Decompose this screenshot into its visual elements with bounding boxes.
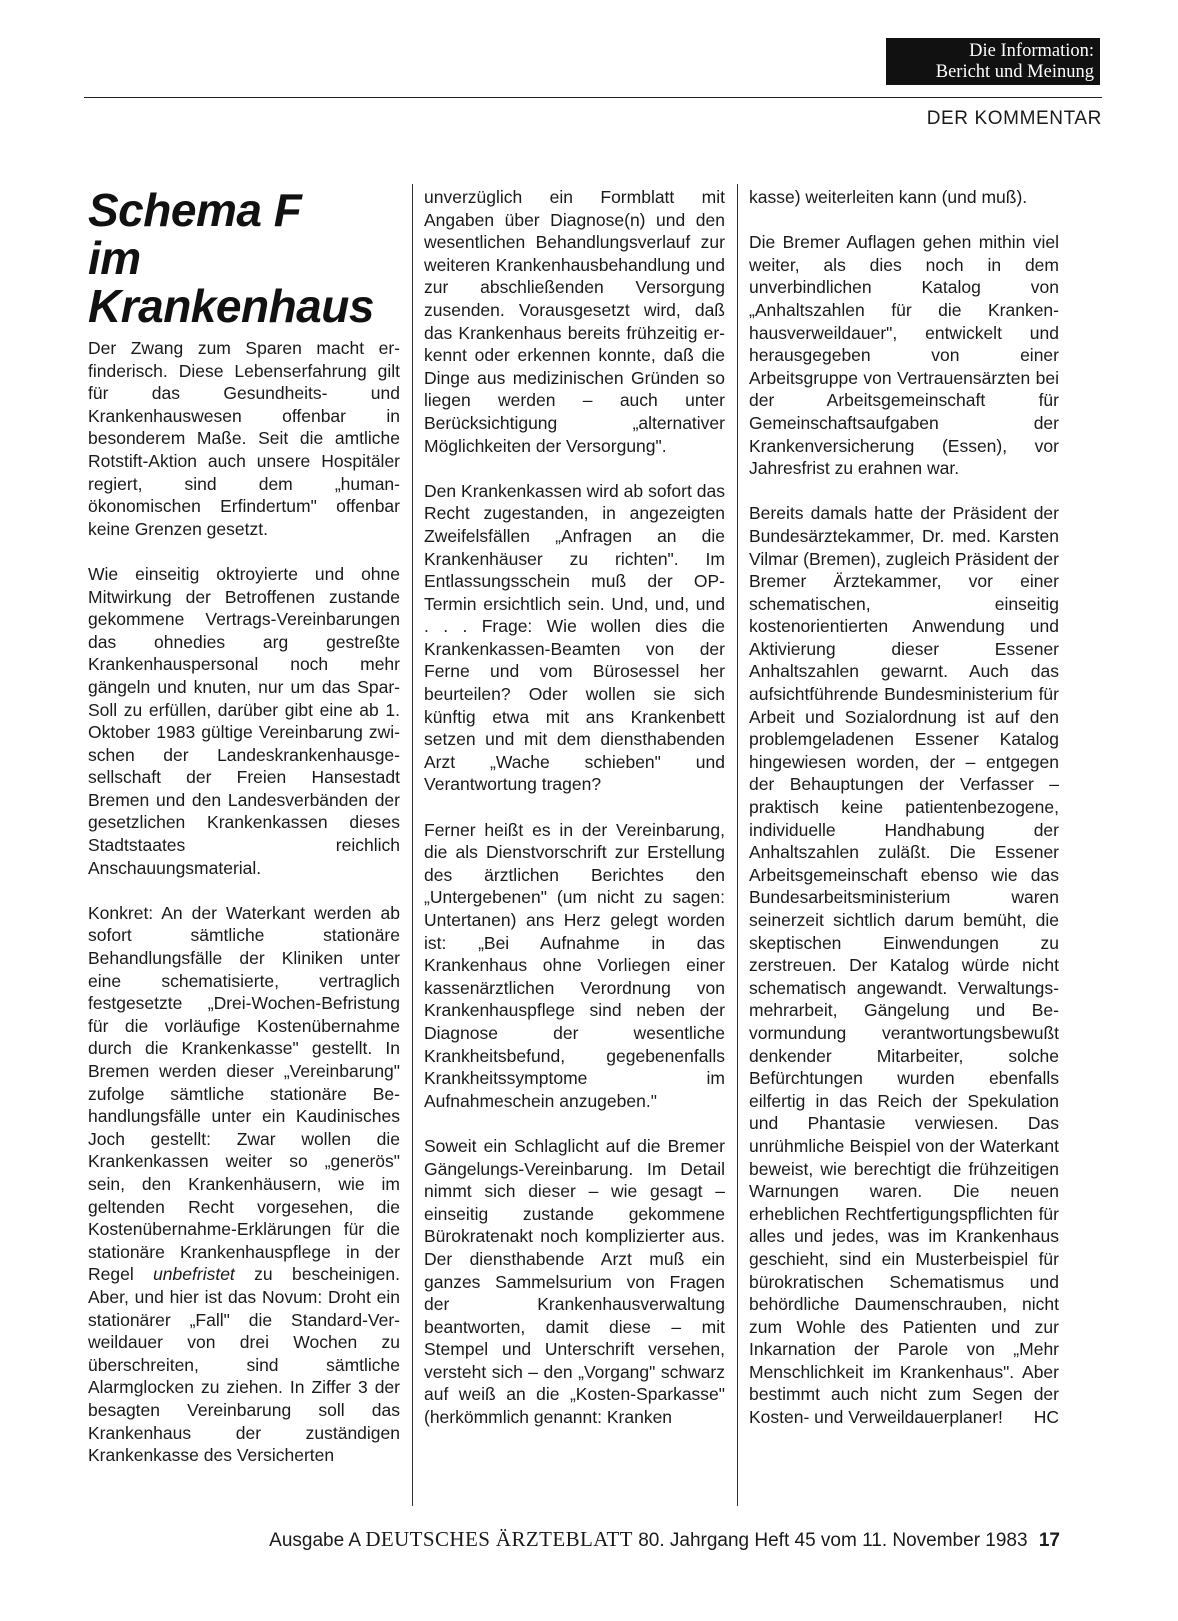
paragraph-text: zu bescheinigen. Aber, und hier ist das Novum: Droht ein stationärer „Fall" die Standard-Verweildauer von drei Wochen zu überschreiten, sind sämtliche Alarmglocken zu ziehen. In Ziffer 3 der besagten Vereinbarung soll das Krankenhaus der zuständigen Krankenkasse des Versicherten: [88, 1264, 400, 1466]
footer-issue: 80. Jahrgang Heft 45 vom 11. November 1983: [638, 1530, 1028, 1551]
emphasis-text: unbefristet: [153, 1264, 235, 1285]
paragraph: Ferner heißt es in der Vereinbarung, die als Dienstvorschrift zur Erstellung des ärztlichen Berichtes den „Untergebenen" (um nicht zu sagen: Untertanen) ans Herz gelegt worden ist: „Bei Aufnahme in das Krankenhaus ohne Vorliegen einer kassenärztlichen Verordnung von Krankenhauspflege sind neben der Diagnose der wesentliche Krankheitsbefund, gegebenenfalls Krankheitssymptome im Aufnahmeschein anzugeben.": [424, 819, 725, 1111]
header-rule: [84, 97, 1102, 98]
section-label: DER KOMMENTAR: [926, 108, 1102, 129]
page-number: 17: [1038, 1530, 1060, 1551]
article-column-3: [749, 186, 1059, 1429]
badge-line-1: Die Information:: [969, 41, 1094, 61]
column-divider: [412, 184, 413, 1506]
footer-journal: DEUTSCHES ÄRZTEBLATT: [365, 1527, 633, 1551]
badge-line-2: Bericht und Meinung: [935, 62, 1094, 82]
title-line-2: im: [88, 232, 141, 284]
article-column-1: [88, 337, 400, 1467]
paragraph: Den Krankenkassen wird ab sofort das Recht zugestanden, in angezeigten Zweifelsfällen „Anfragen an die Krankenhäuser zu richten". Im Entlassungsschein muß der OP-Termin ersichtlich sein. Und, und, und . . . Frage: Wie wollen dies die Krankenkassen-Beamten von der Ferne und vom Bürosessel her beurteilen? Oder wollen sie sich künftig etwa mit ans Krankenbett setzen und mit dem diensthabenden Arzt „Wache schieben" und Verantwortung tragen?: [424, 480, 725, 795]
column-divider: [737, 184, 738, 1506]
author-signature: HC: [1033, 1407, 1059, 1428]
footer-edition: Ausgabe A: [269, 1530, 361, 1551]
paragraph: Die Bremer Auflagen gehen mithin viel weiter, als dies noch in dem unverbindlichen Katalog von „Anhaltszahlen für die Krankenhausverweildauer", entwickelt und herausgegeben von einer Arbeitsgruppe von Vertrauensärzten bei der Arbeitsgemeinschaft für Gemeinschaftsaufgaben der Krankenversicherung (Essen), vor Jahresfrist zu erahnen war.: [749, 232, 1059, 479]
page-footer: [240, 1527, 1060, 1552]
section-badge: [886, 38, 1100, 85]
article-column-2: [424, 186, 725, 1429]
paragraph: [749, 502, 1059, 1428]
paragraph-text: Konkret: An der Waterkant werden ab sofort sämtliche stationäre Behandlungsfälle der Kliniken unter eine schematisierte, vertraglich festgesetzte „Drei-Wochen-Befristung für die vorläufige Kostenübernahme durch die Krankenkasse" gestellt. In Bremen werden dieser „Vereinbarung" zufolge sämtliche stationäre Behandlungsfälle unter ein Kaudinisches Joch gestellt: Zwar wollen die Krankenkassen weiter so „generös" sein, den Krankenhäusern, wie im geltenden Recht vorgesehen, die Kostenübernahme-Erklärungen für die stationäre Krankenhauspflege in der Regel: [88, 902, 400, 1285]
article-title: [88, 186, 374, 330]
paragraph: Der Zwang zum Sparen macht erfinderisch. Diese Lebenserfahrung gilt für das Gesundheits- und Krankenhauswesen offenbar in besonderem Maße. Seit die amtliche Rotstift-Aktion auch unsere Hospitäler regiert, sind dem „human-ökonomischen Erfindertum" offenbar keine Grenzen gesetzt.: [88, 338, 400, 539]
paragraph: kasse) weiterleiten kann (und muß).: [749, 187, 1028, 207]
paragraph-text: Bereits damals hatte der Präsident der Bundesärztekammer, Dr. med. Karsten Vilmar (Bremen), zugleich Präsident der Bremer Ärztekammer, vor einer schematischen, einseitig kostenorientierten Anwendung und Aktivierung dieser Essener Anhaltszahlen gewarnt. Auch das aufsichtführende Bundesministerium für Arbeit und Sozialordnung ist auf den problemgeladenen Essener Katalog hingewiesen worden, der – entgegen der Behauptungen der Verfasser – praktisch keine patientenbezogene, individuelle Handhabung der Anhaltszahlen zuläßt. Die Essener Arbeitsgemeinschaft ebenso wie das Bundesarbeitsministerium waren seinerzeit sichtlich darum bemüht, die skeptischen Einwendungen zu zerstreuen. Der Katalog würde nicht schematisch angewandt. Verwaltungsmehrarbeit, Gängelung und Bevormundung verantwortungsbewußt denkender Mitarbeiter, solche Befürchtungen wurden ebenfalls eilfertig in das Reich der Spekulation und Phantasie verwiesen. Das unrühmliche Beispiel von der Waterkant beweist, wie berechtigt die frühzeitigen Warnungen waren. Die neuen erheblichen Rechtfertigungspflichten für alles und jedes, was im Krankenhaus geschieht, sind ein Musterbeispiel für bürokratischen Schematismus und behördliche Daumenschrauben, nicht zum Wohle des Patienten und zur Inkarnation der Parole von „Mehr Menschlichkeit im Krankenhaus". Aber bestimmt auch nicht zum Segen der Kosten- und Verweildauerplaner!: [749, 503, 1059, 1428]
paragraph: Wie einseitig oktroyierte und ohne Mitwirkung der Betroffenen zustande gekommene Vertrags-Vereinbarungen das ohnedies arg gestreßte Krankenhauspersonal noch mehr gängeln und knuten, nur um das Spar-Soll zu erfüllen, darüber gibt eine ab 1. Oktober 1983 gültige Vereinbarung zwischen der Landeskrankenhausgesellschaft der Freien Hansestadt Bremen und den Landesverbänden der gesetzlichen Krankenkassen dieses Stadtstaates reichlich Anschauungsmaterial.: [88, 563, 400, 878]
paragraph: Soweit ein Schlaglicht auf die Bremer Gängelungs-Vereinbarung. Im Detail nimmt sich dieser – wie gesagt – einseitig zustande gekommene Bürokratenakt noch komplizierter aus. Der diensthabende Arzt muß ein ganzes Sammelsurium von Fragen der Krankenhausverwaltung beantworten, damit diese – mit Stempel und Unterschrift versehen, versteht sich – den „Vorgang" schwarz auf weiß an die „Kosten-Sparkasse" (herkömmlich genannt: Kranken: [424, 1135, 725, 1428]
title-line-1: Schema F: [88, 184, 302, 236]
paragraph: unverzüglich ein Formblatt mit Angaben über Diagnose(n) und den wesentlichen Behandlungsverlauf zur weiteren Krankenhausbehandlung und zur abschließenden Versorgung zusenden. Vorausgesetzt wird, daß das Krankenhaus bereits frühzeitig erkennt oder erkennen konnte, daß die Dinge aus medizinischen Gründen so liegen werden – auch unter Berücksichtigung „alternativer Möglichkeiten der Versorgung".: [424, 187, 725, 456]
paragraph: [88, 902, 400, 1467]
title-line-3: Krankenhaus: [88, 280, 374, 332]
